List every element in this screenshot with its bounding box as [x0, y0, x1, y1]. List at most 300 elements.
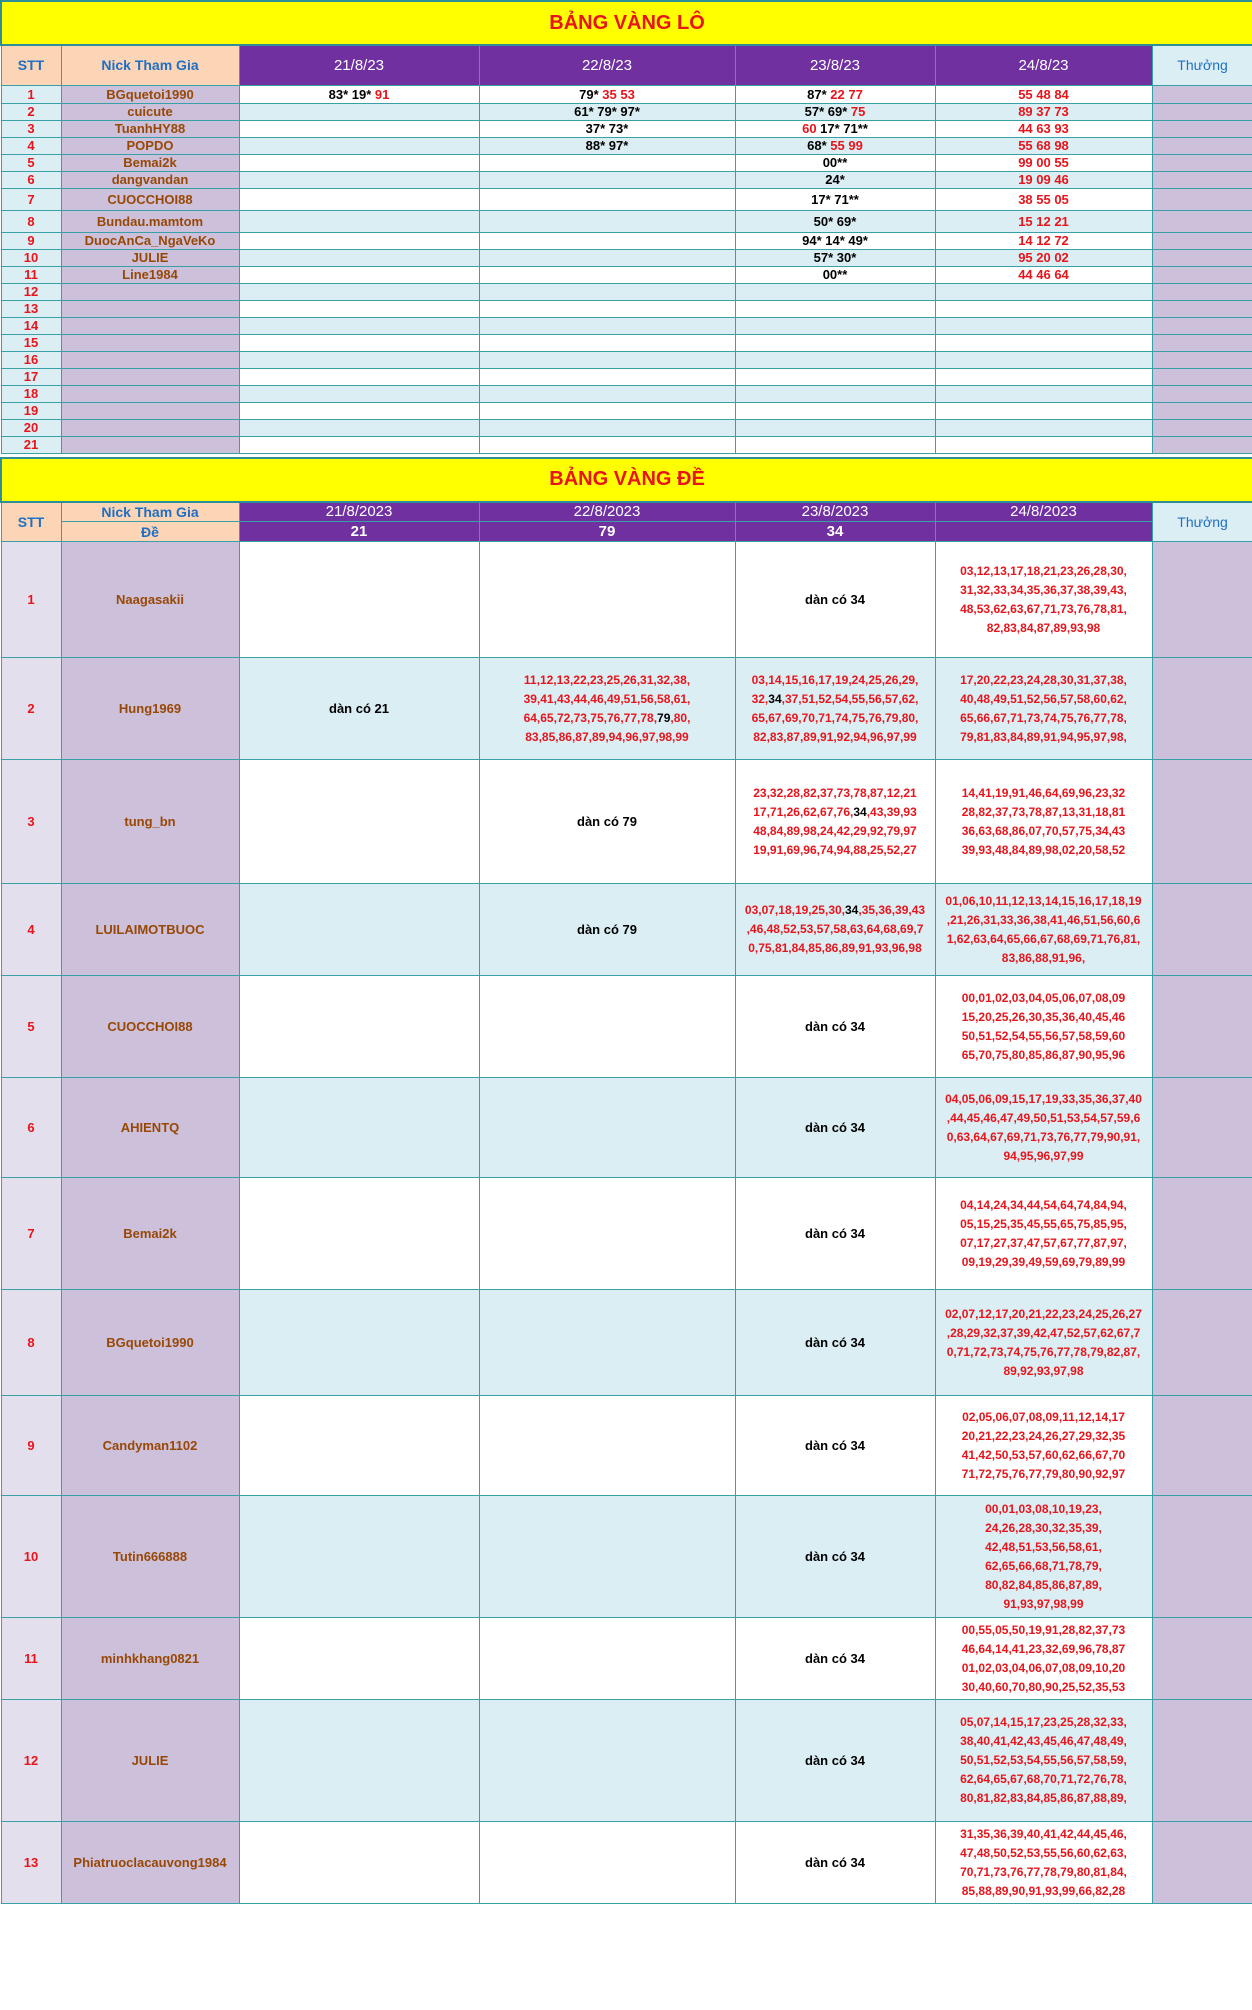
row-stt: 11	[1, 1618, 61, 1700]
cell-text: 46,64,14,41,23,32,69,96,78,87	[961, 1641, 1126, 1656]
cell-text: ,37,51,52,54,55,56,57,62,	[781, 691, 919, 706]
de-day-4-cell	[935, 1618, 1152, 1700]
table-row	[1, 542, 1252, 658]
row-thuong	[1152, 137, 1252, 154]
lo-day-4-cell	[935, 419, 1152, 436]
cell-text: 57* 30*	[813, 250, 857, 265]
cell-text: 0,75,81,84,85,86,89,91,93,96,98	[748, 941, 922, 955]
lo-day-3-cell	[735, 402, 935, 419]
table-row	[1, 1822, 1252, 1904]
lo-header-stt: STT	[1, 45, 61, 85]
lo-day-2-cell	[479, 137, 735, 154]
row-nick	[61, 334, 239, 351]
cell-text: 82,83,84,87,89,93,98	[986, 620, 1101, 635]
cell-text: dàn có 34	[805, 1120, 865, 1135]
row-nick: dangvandan	[61, 171, 239, 188]
cell-text: 44 63 93	[1018, 121, 1069, 136]
lo-day-4-cell	[935, 154, 1152, 171]
row-nick	[61, 300, 239, 317]
de-day-2-cell	[479, 884, 735, 976]
row-nick: TuanhHY88	[61, 120, 239, 137]
lo-day-1-cell	[239, 171, 479, 188]
cell-text: 24*	[825, 172, 845, 187]
row-thuong	[1152, 1396, 1252, 1496]
cell-text: 79,81,83,84,89,91,94,95,97,98,	[960, 729, 1127, 744]
cell-text: 02,05,06,07,08,09,11,12,14,17	[962, 1409, 1125, 1424]
cell-text: ,28,29,32,37,39,42,47,52,57,62,67,7	[946, 1325, 1141, 1340]
cell-text: 94* 14* 49*	[802, 233, 868, 248]
cell-text: 70,71,73,76,77,78,79,80,81,84,	[960, 1864, 1127, 1879]
cell-text: dàn có 34	[805, 1019, 865, 1034]
cell-text: 23,32,28,82,37,73,78,87,12,21	[753, 785, 917, 800]
lo-day-2-cell	[479, 210, 735, 232]
cell-text: 04,14,24,34,44,54,64,74,84,94,	[960, 1197, 1127, 1212]
lo-day-3-cell	[735, 283, 935, 300]
de-day-1-cell	[239, 1496, 479, 1618]
lo-day-2-cell	[479, 232, 735, 249]
lo-day-3-cell	[735, 232, 935, 249]
cell-text: 17,20,22,23,24,28,30,31,37,38,	[960, 672, 1127, 687]
lo-day-2-cell	[479, 85, 735, 103]
row-thuong	[1152, 542, 1252, 658]
cell-text: 99 00 55	[1018, 155, 1069, 170]
row-stt: 16	[1, 351, 61, 368]
row-thuong	[1152, 1700, 1252, 1822]
lo-day-1-cell	[239, 385, 479, 402]
de-day-4-cell	[935, 1822, 1152, 1904]
de-result-2: 79	[479, 522, 735, 542]
de-header-date-3: 23/8/2023	[735, 502, 935, 522]
table-row	[1, 266, 1252, 283]
row-nick: Hung1969	[61, 658, 239, 760]
lo-day-4-cell	[935, 300, 1152, 317]
cell-text: 65,67,69,70,71,74,75,76,79,80,	[751, 710, 919, 725]
lo-day-3-cell	[735, 137, 935, 154]
row-thuong	[1152, 419, 1252, 436]
cell-text: 30,40,60,70,80,90,25,52,35,53	[961, 1679, 1126, 1694]
lo-day-1-cell	[239, 266, 479, 283]
row-stt: 5	[1, 154, 61, 171]
row-thuong	[1152, 884, 1252, 976]
row-thuong	[1152, 385, 1252, 402]
table-row	[1, 171, 1252, 188]
de-day-3-cell	[735, 976, 935, 1078]
table-row	[1, 249, 1252, 266]
cell-text: 38 55 05	[1018, 191, 1069, 207]
cell-text: dàn có 79	[577, 922, 637, 937]
lo-day-3-cell	[735, 351, 935, 368]
cell-text: 14,41,19,91,46,64,69,96,23,32	[961, 785, 1126, 800]
lo-day-3-cell	[735, 436, 935, 453]
de-title: BẢNG VÀNG ĐỀ	[1, 458, 1252, 502]
lo-day-4-cell	[935, 85, 1152, 103]
lo-day-2-cell	[479, 249, 735, 266]
de-day-1-cell	[239, 542, 479, 658]
table-row	[1, 351, 1252, 368]
de-result-4	[935, 522, 1152, 542]
de-day-1-cell	[239, 1178, 479, 1290]
cell-text: dàn có 34	[805, 1226, 865, 1241]
row-stt: 13	[1, 300, 61, 317]
de-day-3-cell	[735, 884, 935, 976]
cell-text: 31,32,33,34,35,36,37,38,39,43,	[960, 582, 1127, 597]
cell-text: 15,20,25,26,30,35,36,40,45,46	[961, 1009, 1126, 1024]
row-thuong	[1152, 1290, 1252, 1396]
cell-text: 00**	[822, 267, 848, 282]
de-day-1-cell	[239, 1290, 479, 1396]
cell-text: dàn có 34	[805, 1855, 865, 1870]
row-stt: 8	[1, 210, 61, 232]
row-nick: BGquetoi1990	[61, 85, 239, 103]
row-stt: 12	[1, 1700, 61, 1822]
row-thuong	[1152, 1178, 1252, 1290]
lo-day-4-cell	[935, 137, 1152, 154]
bang-vang-de	[0, 457, 1252, 1905]
lo-day-4-cell	[935, 120, 1152, 137]
table-row	[1, 1396, 1252, 1496]
cell-text: ,21,26,31,33,36,38,41,46,51,56,60,6	[946, 912, 1141, 927]
lo-day-3-cell	[735, 154, 935, 171]
lo-day-4-cell	[935, 368, 1152, 385]
cell-text: 79	[657, 710, 671, 725]
bang-vang-lo	[0, 0, 1252, 454]
lo-day-2-cell	[479, 351, 735, 368]
table-row	[1, 1618, 1252, 1700]
table-row	[1, 317, 1252, 334]
row-nick: Line1984	[61, 266, 239, 283]
lo-day-4-cell	[935, 266, 1152, 283]
de-day-1-cell	[239, 1700, 479, 1822]
lo-header-nick: Nick Tham Gia	[61, 45, 239, 85]
lo-day-1-cell	[239, 334, 479, 351]
de-header-date-4: 24/8/2023	[935, 502, 1152, 522]
cell-text: 80,81,82,83,84,85,86,87,88,89,	[960, 1791, 1127, 1805]
row-nick: CUOCCHOI88	[61, 188, 239, 210]
row-stt: 11	[1, 266, 61, 283]
lo-day-3-cell	[735, 334, 935, 351]
de-header-date-1: 21/8/2023	[239, 502, 479, 522]
de-day-4-cell	[935, 884, 1152, 976]
cell-text: 88* 97*	[585, 138, 629, 153]
lo-header-date-2: 22/8/23	[479, 45, 735, 85]
de-header-de-label: Đề	[61, 522, 239, 542]
de-day-1-cell	[239, 658, 479, 760]
cell-text: 83* 19*	[328, 86, 375, 102]
table-row	[1, 1290, 1252, 1396]
de-day-2-cell	[479, 658, 735, 760]
row-nick: AHIENTQ	[61, 1078, 239, 1178]
de-day-4-cell	[935, 658, 1152, 760]
de-header-nick: Nick Tham Gia	[61, 502, 239, 522]
de-day-2-cell	[479, 760, 735, 884]
cell-text: 83,85,86,87,89,94,96,97,98,99	[525, 729, 689, 744]
cell-text: 57* 69*	[804, 104, 851, 119]
row-nick	[61, 436, 239, 453]
row-thuong	[1152, 1078, 1252, 1178]
lo-day-2-cell	[479, 154, 735, 171]
row-nick: cuicute	[61, 103, 239, 120]
lo-day-2-cell	[479, 368, 735, 385]
de-day-2-cell	[479, 1290, 735, 1396]
cell-text: 34	[768, 691, 782, 706]
lo-day-2-cell	[479, 419, 735, 436]
table-row	[1, 188, 1252, 210]
table-row	[1, 300, 1252, 317]
cell-text: 34	[853, 804, 867, 819]
cell-text: ,35,36,39,43	[858, 903, 926, 917]
row-thuong	[1152, 103, 1252, 120]
table-row	[1, 1700, 1252, 1822]
cell-text: 00,55,05,50,19,91,28,82,37,73	[961, 1622, 1126, 1637]
lo-day-1-cell	[239, 351, 479, 368]
row-stt: 2	[1, 103, 61, 120]
cell-text: 39,93,48,84,89,98,02,20,58,52	[961, 842, 1126, 857]
lo-header-date-3: 23/8/23	[735, 45, 935, 85]
de-day-3-cell	[735, 1078, 935, 1178]
row-nick: minhkhang0821	[61, 1618, 239, 1700]
cell-text: 40,48,49,51,52,56,57,58,60,62,	[960, 691, 1127, 706]
row-nick: Bundau.mamtom	[61, 210, 239, 232]
lo-day-3-cell	[735, 171, 935, 188]
cell-text: 50* 69*	[813, 213, 857, 229]
cell-text: 80,82,84,85,86,87,89,	[985, 1577, 1102, 1592]
row-stt: 12	[1, 283, 61, 300]
lo-day-1-cell	[239, 317, 479, 334]
lo-day-3-cell	[735, 210, 935, 232]
cell-text: 15 12 21	[1018, 213, 1069, 229]
row-thuong	[1152, 976, 1252, 1078]
lo-day-1-cell	[239, 249, 479, 266]
row-stt: 6	[1, 171, 61, 188]
row-thuong	[1152, 334, 1252, 351]
de-day-3-cell	[735, 1822, 935, 1904]
lo-day-3-cell	[735, 385, 935, 402]
cell-text: dàn có 34	[805, 1335, 865, 1350]
lo-day-1-cell	[239, 154, 479, 171]
row-stt: 3	[1, 760, 61, 884]
de-day-1-cell	[239, 1618, 479, 1700]
lo-day-1-cell	[239, 368, 479, 385]
cell-text: 03,12,13,17,18,21,23,26,28,30,	[960, 563, 1127, 578]
cell-text: 75	[850, 104, 866, 119]
cell-text: 87*	[807, 86, 831, 102]
cell-text: 55 68 98	[1018, 138, 1069, 153]
row-nick: POPDO	[61, 137, 239, 154]
row-nick: DuocAnCa_NgaVeKo	[61, 232, 239, 249]
cell-text: 95 20 02	[1018, 250, 1069, 265]
cell-text: 37* 73*	[585, 121, 629, 136]
cell-text: dàn có 79	[577, 814, 637, 829]
de-day-3-cell	[735, 1496, 935, 1618]
de-day-2-cell	[479, 1396, 735, 1496]
cell-text: dàn có 34	[805, 1753, 865, 1768]
lo-day-3-cell	[735, 368, 935, 385]
table-row	[1, 334, 1252, 351]
cell-text: 44 46 64	[1018, 267, 1069, 282]
row-stt: 7	[1, 188, 61, 210]
row-nick: Naagasakii	[61, 542, 239, 658]
table-row	[1, 884, 1252, 976]
lo-day-4-cell	[935, 232, 1152, 249]
row-thuong	[1152, 171, 1252, 188]
row-stt: 20	[1, 419, 61, 436]
lo-day-3-cell	[735, 300, 935, 317]
de-day-4-cell	[935, 542, 1152, 658]
cell-text: 48,84,89,98,24,42,29,92,79,97	[753, 823, 917, 838]
row-thuong	[1152, 232, 1252, 249]
de-day-1-cell	[239, 976, 479, 1078]
lo-day-2-cell	[479, 188, 735, 210]
lo-day-1-cell	[239, 419, 479, 436]
table-row	[1, 1178, 1252, 1290]
cell-text: 65,66,67,71,73,74,75,76,77,78,	[960, 710, 1127, 725]
lo-day-1-cell	[239, 137, 479, 154]
lo-day-3-cell	[735, 317, 935, 334]
row-thuong	[1152, 760, 1252, 884]
row-thuong	[1152, 283, 1252, 300]
lo-day-2-cell	[479, 300, 735, 317]
cell-text: 68*	[807, 138, 831, 153]
row-nick	[61, 419, 239, 436]
de-day-1-cell	[239, 1822, 479, 1904]
table-row	[1, 120, 1252, 137]
row-stt: 7	[1, 1178, 61, 1290]
cell-text: 89,92,93,97,98	[1003, 1363, 1084, 1378]
lo-day-1-cell	[239, 103, 479, 120]
row-stt: 10	[1, 249, 61, 266]
cell-text: 04,05,06,09,15,17,19,33,35,36,37,40	[945, 1091, 1142, 1106]
row-nick: JULIE	[61, 249, 239, 266]
row-stt: 8	[1, 1290, 61, 1396]
cell-text: 1,62,63,64,65,66,67,68,69,71,76,81,	[946, 931, 1141, 946]
cell-text: 89 37 73	[1018, 104, 1069, 119]
de-result-3: 34	[735, 522, 935, 542]
de-day-3-cell	[735, 1178, 935, 1290]
row-thuong	[1152, 402, 1252, 419]
cell-text: 24,26,28,30,32,35,39,	[985, 1520, 1102, 1535]
de-day-1-cell	[239, 884, 479, 976]
row-thuong	[1152, 1618, 1252, 1700]
row-nick	[61, 368, 239, 385]
row-stt: 10	[1, 1496, 61, 1618]
row-thuong	[1152, 351, 1252, 368]
de-day-3-cell	[735, 658, 935, 760]
cell-text: 0,63,64,67,69,71,73,76,77,79,90,91,	[946, 1129, 1141, 1144]
lo-day-2-cell	[479, 334, 735, 351]
lo-header-date-4: 24/8/23	[935, 45, 1152, 85]
lo-day-1-cell	[239, 188, 479, 210]
de-header-date-2: 22/8/2023	[479, 502, 735, 522]
cell-text: 00,01,02,03,04,05,06,07,08,09	[961, 990, 1126, 1005]
de-day-3-cell	[735, 1700, 935, 1822]
lo-rows	[1, 85, 1252, 453]
de-day-1-cell	[239, 1078, 479, 1178]
de-day-4-cell	[935, 1396, 1152, 1496]
cell-text: 19 09 46	[1018, 172, 1069, 187]
lo-day-4-cell	[935, 351, 1152, 368]
row-stt: 4	[1, 137, 61, 154]
cell-text: 62,64,65,67,68,70,71,72,76,78,	[960, 1772, 1127, 1786]
de-day-2-cell	[479, 1078, 735, 1178]
cell-text: 0,71,72,73,74,75,76,77,78,79,82,87,	[946, 1344, 1141, 1359]
row-thuong	[1152, 1496, 1252, 1618]
de-day-3-cell	[735, 760, 935, 884]
cell-text: 02,07,12,17,20,21,22,23,24,25,26,27	[945, 1306, 1142, 1321]
table-row	[1, 436, 1252, 453]
cell-text: 41,42,50,53,57,60,62,66,67,70	[961, 1447, 1126, 1462]
table-row	[1, 385, 1252, 402]
de-header-stt: STT	[1, 502, 61, 542]
table-row	[1, 85, 1252, 103]
de-result-1: 21	[239, 522, 479, 542]
cell-text: 48,53,62,63,67,71,73,76,78,81,	[960, 601, 1127, 616]
lo-header-thuong: Thưởng	[1152, 45, 1252, 85]
cell-text: ,80,	[670, 710, 691, 725]
cell-text: 38,40,41,42,43,45,46,47,48,49,	[960, 1734, 1127, 1748]
lo-day-4-cell	[935, 334, 1152, 351]
row-stt: 3	[1, 120, 61, 137]
lo-day-3-cell	[735, 188, 935, 210]
cell-text: 05,07,14,15,17,23,25,28,32,33,	[960, 1715, 1127, 1729]
cell-text: 11,12,13,22,23,25,26,31,32,38,	[523, 672, 691, 687]
lo-day-4-cell	[935, 210, 1152, 232]
de-day-2-cell	[479, 1822, 735, 1904]
lo-day-4-cell	[935, 436, 1152, 453]
cell-text: 83,86,88,91,96,	[1001, 950, 1086, 965]
lo-day-2-cell	[479, 266, 735, 283]
lo-day-4-cell	[935, 385, 1152, 402]
table-row	[1, 210, 1252, 232]
row-thuong	[1152, 120, 1252, 137]
cell-text: dàn có 34	[805, 1549, 865, 1564]
lo-day-2-cell	[479, 436, 735, 453]
lo-day-1-cell	[239, 436, 479, 453]
cell-text: 35 53	[602, 86, 635, 102]
row-thuong	[1152, 154, 1252, 171]
row-stt: 1	[1, 85, 61, 103]
lo-day-1-cell	[239, 300, 479, 317]
row-stt: 9	[1, 232, 61, 249]
de-day-4-cell	[935, 1078, 1152, 1178]
lo-day-1-cell	[239, 210, 479, 232]
table-row	[1, 154, 1252, 171]
cell-text: 60	[802, 121, 821, 136]
cell-text: 01,06,10,11,12,13,14,15,16,17,18,19	[945, 893, 1142, 908]
de-day-4-cell	[935, 1496, 1152, 1618]
row-nick: tung_bn	[61, 760, 239, 884]
row-thuong	[1152, 317, 1252, 334]
row-nick: Bemai2k	[61, 154, 239, 171]
row-stt: 17	[1, 368, 61, 385]
row-stt: 18	[1, 385, 61, 402]
cell-text: 55 48 84	[1018, 86, 1069, 102]
row-thuong	[1152, 300, 1252, 317]
row-nick	[61, 317, 239, 334]
de-day-1-cell	[239, 760, 479, 884]
cell-text: 05,15,25,35,45,55,65,75,85,95,	[960, 1216, 1127, 1231]
table-row	[1, 1496, 1252, 1618]
de-rows	[1, 542, 1252, 1904]
table-row	[1, 283, 1252, 300]
cell-text: 85,88,89,90,91,93,99,66,82,28	[961, 1883, 1126, 1898]
cell-text: 50,51,52,53,54,55,56,57,58,59,	[960, 1753, 1127, 1767]
row-stt: 6	[1, 1078, 61, 1178]
cell-text: 03,14,15,16,17,19,24,25,26,29,	[751, 672, 919, 687]
row-stt: 4	[1, 884, 61, 976]
cell-text: 94,95,96,97,99	[1003, 1148, 1084, 1163]
row-thuong	[1152, 658, 1252, 760]
cell-text: 17* 71**	[820, 121, 868, 136]
